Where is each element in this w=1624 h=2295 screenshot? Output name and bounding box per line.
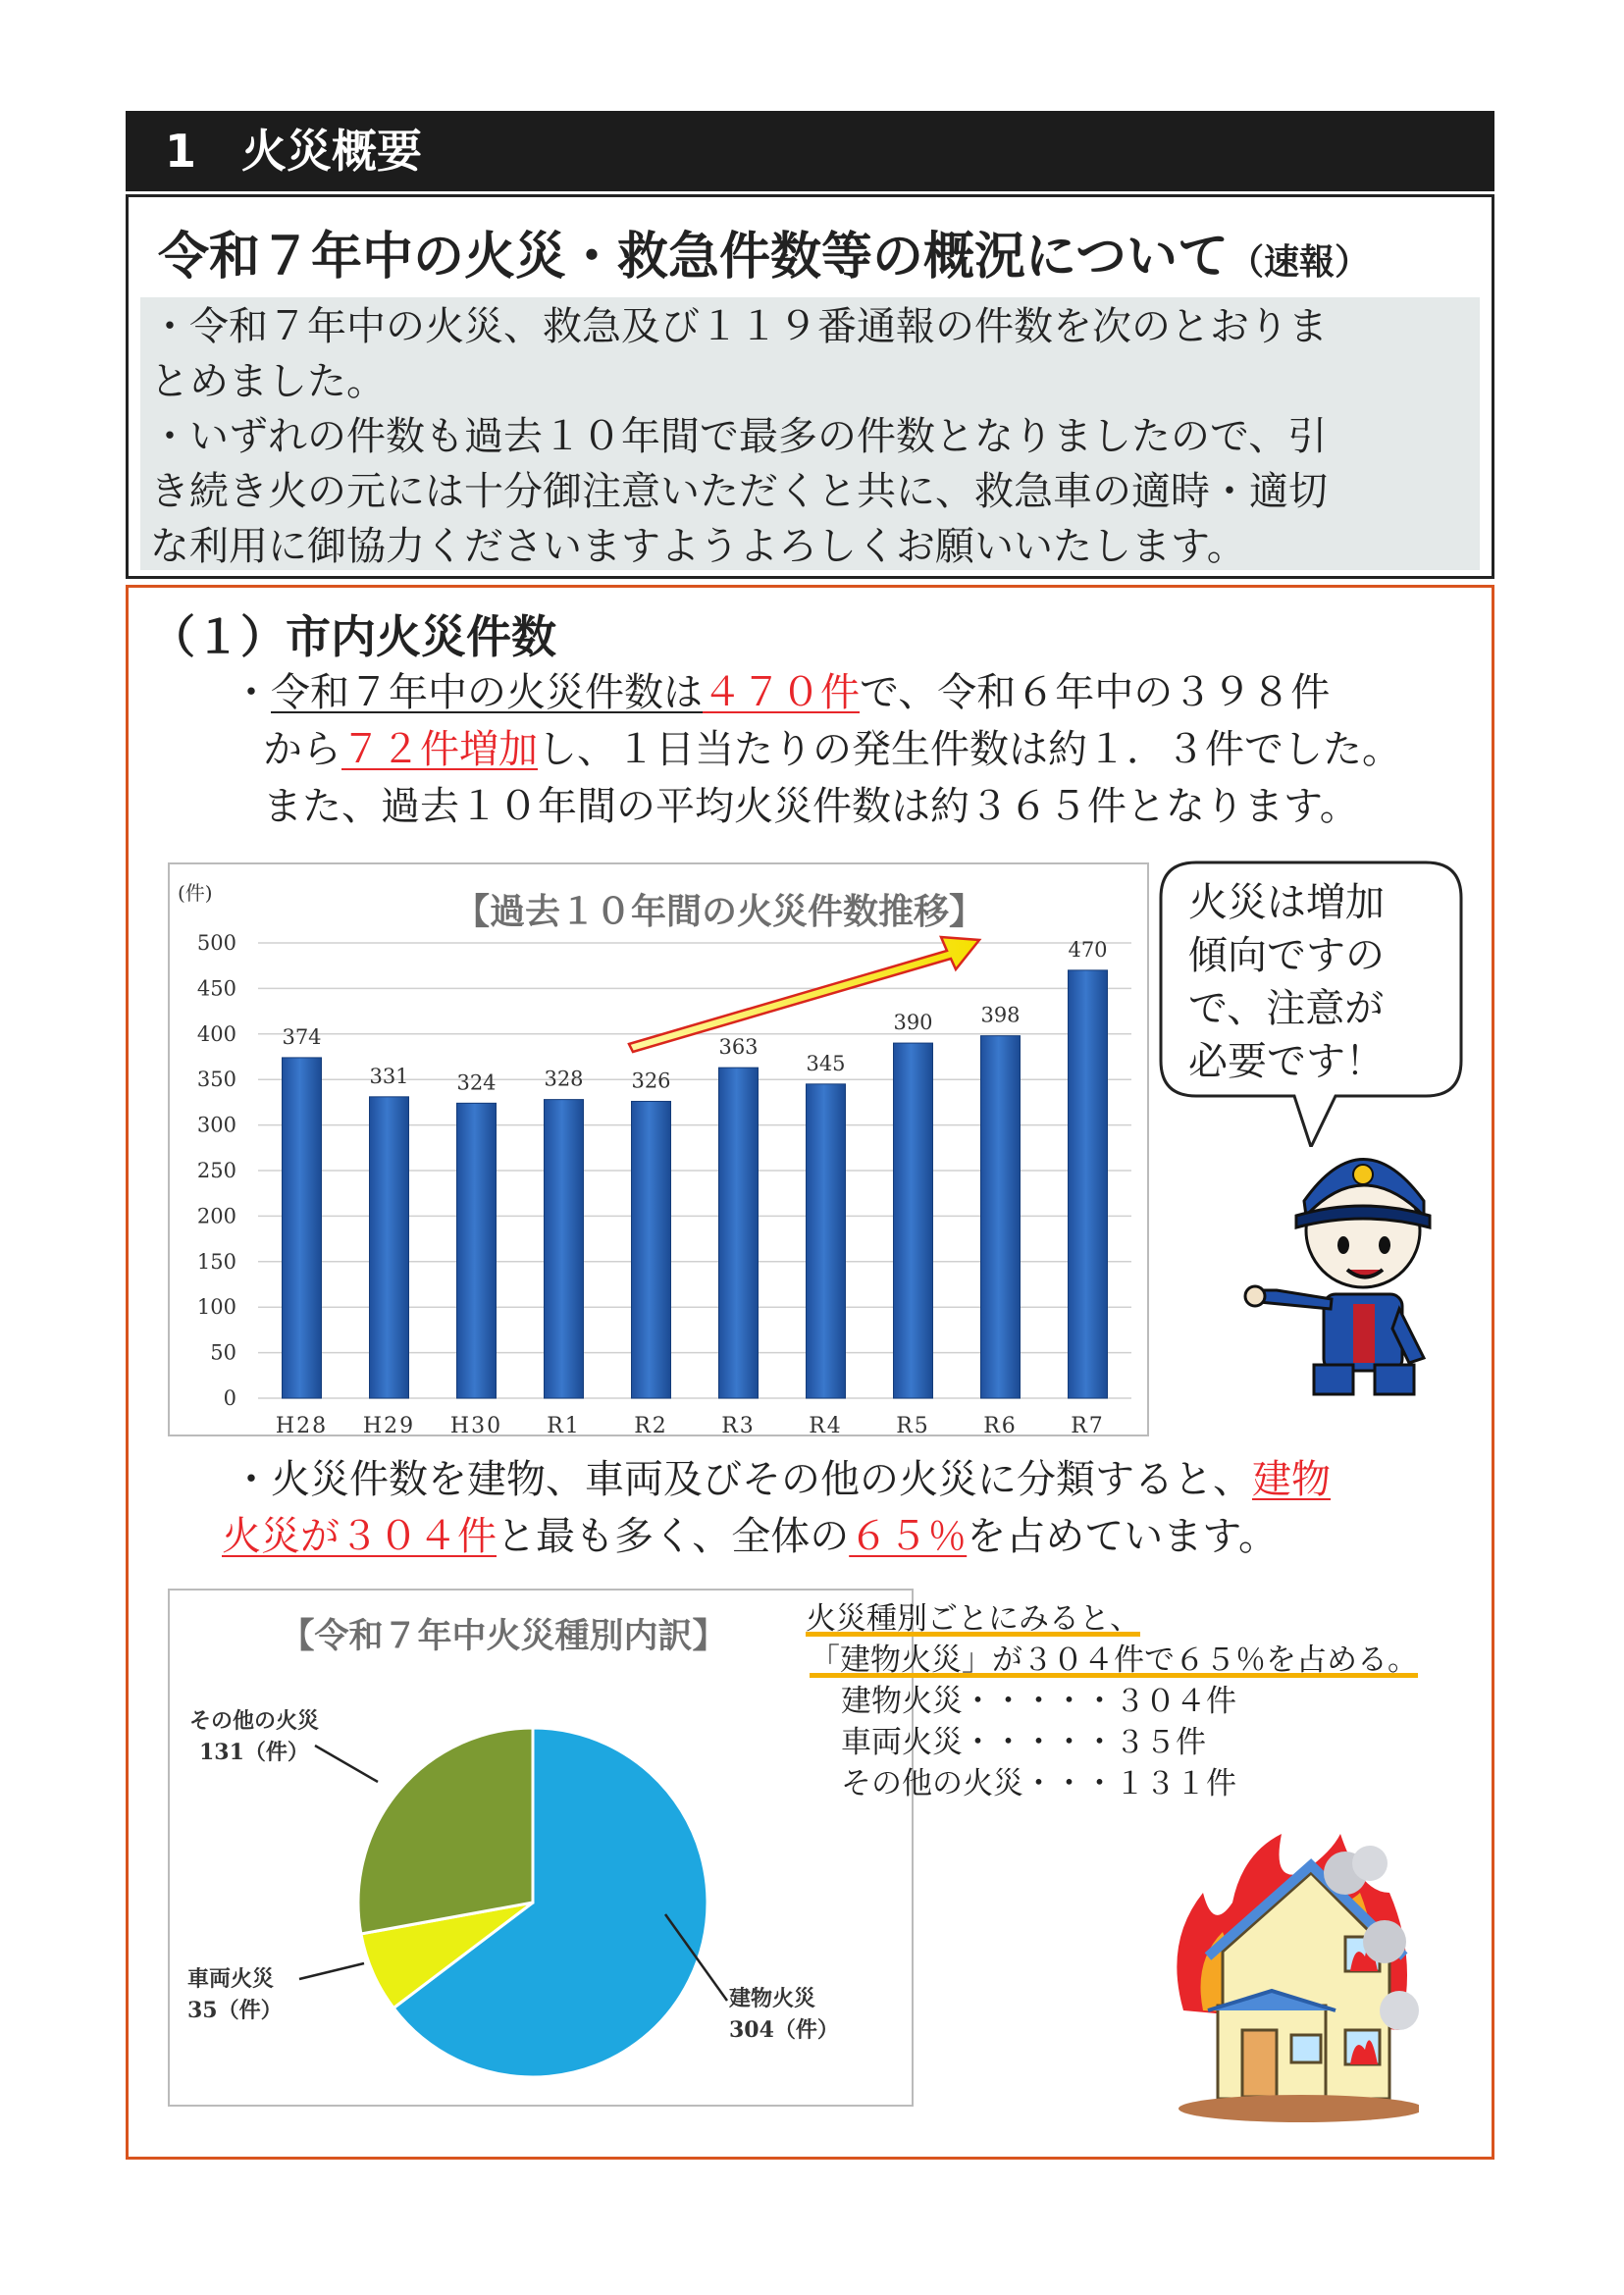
y-tick-label: 100 [196, 1295, 236, 1320]
bar [632, 1101, 671, 1398]
summary-line: ・いずれの件数も過去１０年間で最多の件数となりましたので、引 [150, 414, 1328, 459]
summary-line: ・令和７年中の火災、救急及び１１９番通報の件数を次のとおりま [150, 304, 1328, 349]
burning-house-illustration [1164, 1834, 1419, 2128]
pie-chart [168, 1589, 914, 2107]
firefighter-mascot-illustration [1237, 1108, 1453, 1402]
note-highlight: 火災種別ごとにみると、 [806, 1601, 1140, 1637]
x-tick-label: H28 [275, 1414, 329, 1438]
x-tick-label: H29 [362, 1414, 416, 1438]
text-fragment: ・火災件数を建物、車両及びその他の火災に分類すると、 [232, 1457, 1252, 1502]
bar-value-label: 328 [544, 1067, 584, 1091]
bar-value-label: 345 [806, 1051, 846, 1075]
x-tick-label: H30 [449, 1414, 503, 1438]
summary-title-main: 令和７年中の火災・救急件数等の概況について [158, 228, 1229, 287]
bar [894, 1043, 933, 1398]
bar-value-label: 326 [631, 1069, 671, 1093]
pie-slice [358, 1728, 533, 1934]
speech-text [1188, 876, 1385, 1088]
bar-value-label: 374 [282, 1024, 322, 1049]
text-fragment: を占めています。 [967, 1514, 1279, 1559]
summary-title-suffix: （速報） [1228, 242, 1370, 283]
pie-value-other: 131（件） [199, 1740, 309, 1765]
pie-label-vehicle: 車両火災 [187, 1966, 275, 1992]
fire-type-paragraph [222, 1451, 1331, 1565]
y-tick-label: 450 [196, 976, 236, 1001]
x-tick-label: R1 [547, 1414, 581, 1438]
summary-title [158, 215, 1370, 288]
summary-line: な利用に御協力くださいますようよろしくお願いいたします。 [150, 524, 1246, 569]
paragraph-line [232, 721, 1401, 778]
y-tick-label: 0 [223, 1386, 236, 1410]
bar-value-label: 331 [369, 1064, 409, 1088]
bar [545, 1100, 584, 1398]
highlight-building-count: 火災が３０４件 [222, 1514, 497, 1559]
pie-label-building: 建物火災 [729, 1986, 816, 2011]
paragraph-line: また、過去１０年間の平均火災件数は約３６５件となります。 [263, 784, 1359, 829]
bullet: ・ [232, 670, 271, 715]
bar-value-label: 390 [893, 1011, 933, 1035]
bar [1069, 970, 1108, 1398]
note-line [806, 1640, 1418, 1681]
fire-count-paragraph [232, 664, 1401, 835]
y-tick-label: 200 [196, 1204, 236, 1228]
text-fragment: と最も多く、全体の [497, 1514, 850, 1559]
paragraph-line [222, 1451, 1331, 1508]
y-tick-label: 50 [210, 1340, 236, 1365]
fire-count-section [126, 585, 1494, 2160]
bar-value-label: 324 [456, 1070, 497, 1095]
y-tick-label: 250 [196, 1159, 236, 1182]
highlight-total: ４７０件 [703, 670, 860, 715]
bar [719, 1068, 759, 1398]
x-tick-label: R5 [896, 1414, 930, 1438]
highlight-percent: ６５％ [849, 1514, 968, 1559]
pie-summary-note [806, 1598, 1418, 1804]
pie-chart-title: 【令和７年中火災種別内訳】 [280, 1617, 727, 1656]
pie-value-building: 304（件） [729, 2017, 839, 2043]
section-header: 1 火災概要 [126, 111, 1494, 191]
text-fragment: し、１日当たりの発生件数は約１．３件でした。 [538, 727, 1401, 772]
x-tick-label: R3 [721, 1414, 756, 1438]
text-fragment: から [263, 727, 341, 772]
bar [807, 1084, 846, 1398]
bar-value-label: 470 [1068, 937, 1108, 962]
y-tick-label: 500 [196, 931, 236, 955]
summary-box [126, 194, 1494, 579]
highlight-building: 建物 [1252, 1457, 1331, 1502]
bar-value-label: 363 [718, 1035, 759, 1060]
x-tick-label: R7 [1071, 1414, 1105, 1438]
note-line: 建物火災・・・・・３０４件 [841, 1684, 1236, 1719]
paragraph-line [222, 1508, 1331, 1565]
summary-body [140, 297, 1480, 570]
bar-value-label: 398 [980, 1003, 1021, 1027]
x-tick-label: R2 [634, 1414, 668, 1438]
highlight-increase: ７２件増加 [341, 727, 538, 772]
speech-line: で、注意が [1188, 986, 1385, 1031]
speech-line: 火災は増加 [1188, 880, 1385, 925]
x-tick-label: R6 [983, 1414, 1018, 1438]
y-tick-label: 150 [196, 1249, 236, 1274]
text-fragment: で、令和６年中の３９８件 [860, 670, 1331, 715]
paragraph-line [232, 664, 1401, 721]
bar [981, 1036, 1021, 1398]
note-line: 車両火災・・・・・３５件 [841, 1725, 1206, 1760]
pie-value-vehicle: 35（件） [187, 1998, 283, 2023]
pie-label-other: その他の火災 [189, 1708, 320, 1734]
bar-chart [168, 862, 1149, 1436]
y-tick-label: 300 [196, 1113, 236, 1137]
summary-line: き続き火の元には十分御注意いただくと共に、救急車の適時・適切 [150, 469, 1328, 514]
bar [457, 1103, 497, 1398]
pie-chart-svg [170, 1591, 916, 2109]
note-highlight: 「建物火災」が３０４件で６５％を占める。 [810, 1643, 1418, 1678]
y-tick-label: 400 [196, 1021, 236, 1046]
speech-line: 傾向ですの [1188, 933, 1385, 978]
bar [283, 1058, 322, 1398]
note-line [806, 1598, 1418, 1640]
y-tick-label: 350 [196, 1068, 236, 1092]
x-tick-label: R4 [809, 1414, 843, 1438]
text-fragment: 令和７年中の火災件数は [271, 670, 703, 715]
bar-chart-title: 【過去１０年間の火災件数推移】 [453, 892, 985, 932]
summary-line: とめました。 [150, 359, 386, 404]
bar [370, 1097, 409, 1398]
y-axis-unit: (件) [178, 881, 213, 905]
note-line: その他の火災・・・１３１件 [841, 1766, 1236, 1801]
speech-line: 必要です！ [1188, 1039, 1385, 1084]
bar-chart-svg [170, 864, 1151, 1438]
section-heading: （１）市内火災件数 [150, 610, 556, 663]
